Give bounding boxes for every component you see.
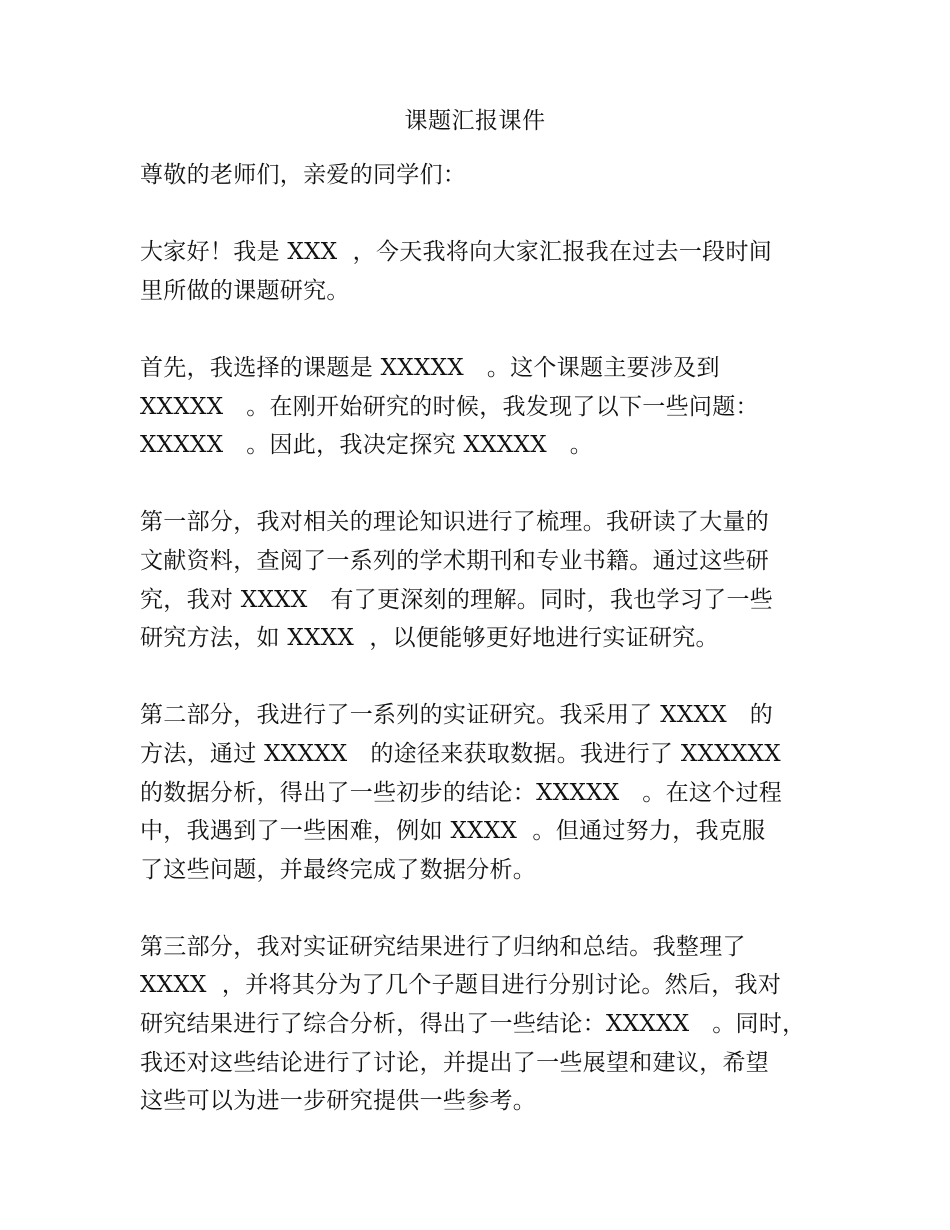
paragraph-gap bbox=[140, 465, 830, 504]
paragraph-line: 第三部分，我对实证研究结果进行了归纳和总结。我整理了 bbox=[140, 933, 746, 960]
paragraph-part-two bbox=[140, 696, 830, 889]
paragraph-line: 文献资料，查阅了一系列的学术期刊和专业书籍。通过这些研 bbox=[140, 547, 770, 574]
paragraph-part-one bbox=[140, 503, 830, 657]
paragraph-line: 方法，通过 XXXXX 的途径来获取数据。我进行了 XXXXXX bbox=[140, 740, 781, 767]
paragraph-intro bbox=[140, 233, 830, 310]
paragraph-topic bbox=[140, 349, 830, 465]
paragraph-line: XXXXX 。因此，我决定探究 XXXXX 。 bbox=[140, 432, 594, 459]
paragraph-line: 究，我对 XXXX 有了更深刻的理解。同时，我也学习了一些 bbox=[140, 586, 774, 613]
paragraph-line: 大家好！我是 XXX ，今天我将向大家汇报我在过去一段时间 bbox=[140, 239, 773, 266]
paragraph-line: 首先，我选择的课题是 XXXXX 。这个课题主要涉及到 bbox=[140, 354, 720, 381]
paragraph-line: XXXXX 。在刚开始研究的时候，我发现了以下一些问题： bbox=[140, 393, 759, 420]
paragraph-line: 这些可以为进一步研究提供一些参考。 bbox=[140, 1088, 537, 1115]
paragraph-line: 里所做的课题研究。 bbox=[140, 277, 350, 304]
paragraph-line: 研究方法，如 XXXX ，以便能够更好地进行实证研究。 bbox=[140, 625, 719, 652]
paragraph-line: XXXX ，并将其分为了几个子题目进行分别讨论。然后，我对 bbox=[140, 972, 782, 999]
document-title: 课题汇报课件 bbox=[404, 108, 546, 134]
paragraph-line: 我还对这些结论进行了讨论，并提出了一些展望和建议，希望 bbox=[140, 1049, 770, 1076]
paragraph-line: 第一部分，我对相关的理论知识进行了梳理。我研读了大量的 bbox=[140, 509, 770, 536]
paragraph-line: 了这些问题，并最终完成了数据分析。 bbox=[140, 856, 537, 883]
paragraph-line: 第二部分，我进行了一系列的实证研究。我采用了 XXXX 的 bbox=[140, 702, 774, 729]
paragraph-line: 研究结果进行了综合分析，得出了一些结论：XXXXX 。同时， bbox=[140, 1011, 806, 1038]
paragraph-gap bbox=[140, 658, 830, 697]
paragraph-gap bbox=[140, 195, 830, 234]
paragraph-gap bbox=[140, 310, 830, 349]
paragraph-line: 的数据分析，得出了一些初步的结论：XXXXX 。在这个过程 bbox=[140, 779, 783, 806]
paragraph-line: 中，我遇到了一些困难，例如 XXXX 。但通过努力，我克服 bbox=[140, 818, 766, 845]
greeting: 尊敬的老师们，亲爱的同学们： bbox=[140, 162, 467, 188]
paragraph-part-three bbox=[140, 928, 830, 1121]
paragraph-gap bbox=[140, 889, 830, 928]
document-body bbox=[140, 156, 830, 1121]
